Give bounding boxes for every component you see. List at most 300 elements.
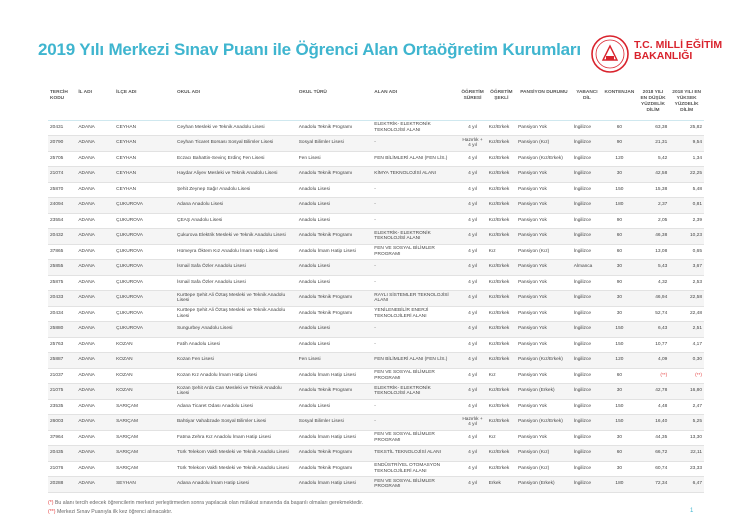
table-cell: 5,48 xyxy=(669,182,704,198)
table-cell: SARIÇAM xyxy=(114,430,175,446)
table-cell: Kız/Erkek xyxy=(487,167,516,183)
table-cell: 30 xyxy=(602,167,637,183)
table-cell: KOZAN xyxy=(114,353,175,369)
table-cell: 4 yıl xyxy=(458,477,486,493)
table-cell: ÇUKUROVA xyxy=(114,229,175,245)
table-cell: ADANA xyxy=(76,120,114,136)
table-cell: Kız xyxy=(487,244,516,260)
table-cell: KOZAN xyxy=(114,368,175,384)
table-cell: İngilizce xyxy=(572,213,602,229)
table-cell: 150 xyxy=(602,182,637,198)
table-cell: 2,51 xyxy=(669,322,704,338)
table-cell: FEN VE SOSYAL BİLİMLER PROGRAMI xyxy=(372,368,458,384)
table-cell: 25875 xyxy=(48,275,76,291)
table-cell: 10,23 xyxy=(669,229,704,245)
table-cell: Anadolu Teknik Programı xyxy=(297,167,373,183)
table-cell: Pansiyon (Kız) xyxy=(516,244,572,260)
table-cell: İngilizce xyxy=(572,275,602,291)
table-cell: Bahtiyar Vahabzade Sosyal Bilimler Lisesi xyxy=(175,415,297,431)
table-cell: İngilizce xyxy=(572,306,602,322)
table-cell: ÇUKUROVA xyxy=(114,306,175,322)
table-cell: SEYHAN xyxy=(114,477,175,493)
table-row xyxy=(48,415,704,431)
table-cell: 150 xyxy=(602,399,637,415)
table-cell: 2,47 xyxy=(669,399,704,415)
table-cell: Sosyal Bilimler Lisesi xyxy=(297,136,373,152)
table-row xyxy=(48,229,704,245)
table-cell: İngilizce xyxy=(572,415,602,431)
table-cell: Kız/Erkek xyxy=(487,399,516,415)
table-cell: RAYLI SİSTEMLER TEKNOLOJİSİ ALANI xyxy=(372,291,458,307)
table-cell: Kız/Erkek xyxy=(487,198,516,214)
table-row xyxy=(48,198,704,214)
table-cell: Ceyhan Mesleki ve Teknik Anadolu Lisesi xyxy=(175,120,297,136)
table-cell: 10,77 xyxy=(637,337,670,353)
table-cell: ELEKTRİK- ELEKTRONİK TEKNOLOJİSİ ALANI xyxy=(372,229,458,245)
table-cell: 150 xyxy=(602,415,637,431)
column-header: İLÇE ADI xyxy=(114,88,175,120)
table-cell: Pansiyon Yok xyxy=(516,368,572,384)
table-cell: Pansiyon (Kız) xyxy=(516,136,572,152)
table-cell: 21075 xyxy=(48,384,76,400)
table-cell: Kız/Erkek xyxy=(487,337,516,353)
table-cell: 4 yıl xyxy=(458,461,486,477)
table-cell: 4 yıl xyxy=(458,384,486,400)
table-cell: 44,35 xyxy=(637,430,670,446)
table-cell: Anadolu Lisesi xyxy=(297,182,373,198)
table-cell: 42,58 xyxy=(637,167,670,183)
table-cell: 30 xyxy=(602,306,637,322)
table-cell: Kız/Erkek xyxy=(487,120,516,136)
table-cell: 4 yıl xyxy=(458,306,486,322)
table-cell: Pansiyon Yok xyxy=(516,399,572,415)
table-cell: 6,43 xyxy=(637,322,670,338)
table-cell: ADANA xyxy=(76,260,114,276)
table-row xyxy=(48,368,704,384)
column-header: ÖĞRETİM ŞEKLİ xyxy=(487,88,516,120)
table-cell: 60 xyxy=(602,368,637,384)
table-cell: Anadolu Lisesi xyxy=(297,198,373,214)
table-cell: İngilizce xyxy=(572,477,602,493)
table-cell: - xyxy=(372,322,458,338)
table-cell: Anadolu Teknik Programı xyxy=(297,229,373,245)
table-cell: Anadolu Lisesi xyxy=(297,275,373,291)
table-cell: Pansiyon (Kız/Erkek) xyxy=(516,415,572,431)
table-cell: ADANA xyxy=(76,322,114,338)
column-header: OKUL TÜRÜ xyxy=(297,88,373,120)
table-cell: ÇUKUROVA xyxy=(114,291,175,307)
table-cell: 0,81 xyxy=(669,198,704,214)
table-body xyxy=(48,120,704,492)
table-cell: Kız/Erkek xyxy=(487,322,516,338)
table-cell: 25887 xyxy=(48,353,76,369)
page-title: 2019 Yılı Merkezi Sınav Puanı ile Öğrenci Alan Ortaöğretim Kurumları xyxy=(38,40,581,59)
table-cell: Pansiyon (Kız) xyxy=(516,446,572,462)
table-cell: 37865 xyxy=(48,244,76,260)
table-cell: Çukurova Elektrik Mesleki ve Teknik Anadolu Lisesi xyxy=(175,229,297,245)
table-cell: 90 xyxy=(602,136,637,152)
table-cell: Kız/Erkek xyxy=(487,415,516,431)
table-cell: ADANA xyxy=(76,368,114,384)
table-cell: 60,74 xyxy=(637,461,670,477)
table-row xyxy=(48,120,704,136)
table-cell: Adana Ticaret Odası Anadolu Lisesi xyxy=(175,399,297,415)
table-cell: 2,39 xyxy=(669,213,704,229)
table-row xyxy=(48,213,704,229)
table-cell: Anadolu Lisesi xyxy=(297,337,373,353)
table-cell: YENİLENEBİLİR ENERJİ TEKNOLOJİLERİ ALANI xyxy=(372,306,458,322)
table-cell: Hazırlık + 4 yıl xyxy=(458,136,486,152)
footnotes xyxy=(48,499,363,517)
table-cell: 4 yıl xyxy=(458,430,486,446)
table-cell: 4 yıl xyxy=(458,260,486,276)
table-cell: İngilizce xyxy=(572,291,602,307)
table-cell: 4 yıl xyxy=(458,167,486,183)
table-cell: 4 yıl xyxy=(458,198,486,214)
table-cell: 60 xyxy=(602,244,637,260)
table-cell: Pansiyon Yok xyxy=(516,322,572,338)
table-row xyxy=(48,291,704,307)
table-cell: ADANA xyxy=(76,306,114,322)
table-cell: 2,05 xyxy=(637,213,670,229)
table-cell: 4 yıl xyxy=(458,446,486,462)
table-cell: CEYHAN xyxy=(114,182,175,198)
table-row xyxy=(48,306,704,322)
table-cell: - xyxy=(372,136,458,152)
table-cell: 30 xyxy=(602,384,637,400)
table-cell: ADANA xyxy=(76,136,114,152)
table-cell: 1,34 xyxy=(669,151,704,167)
table-cell: Kız/Erkek xyxy=(487,291,516,307)
table-cell: 60 xyxy=(602,229,637,245)
table-cell: Anadolu Teknik Programı xyxy=(297,291,373,307)
table-cell: Anadolu İmam Hatip Lisesi xyxy=(297,368,373,384)
table-cell: 20435 xyxy=(48,446,76,462)
table-cell: ADANA xyxy=(76,446,114,462)
table-cell: - xyxy=(372,198,458,214)
table-cell: 120 xyxy=(602,353,637,369)
table-cell: - xyxy=(372,275,458,291)
table-cell: ADANA xyxy=(76,167,114,183)
table-cell: Pansiyon Yok xyxy=(516,120,572,136)
table-cell: 4,09 xyxy=(637,353,670,369)
table-cell: ADANA xyxy=(76,213,114,229)
column-header: OKUL ADI xyxy=(175,88,297,120)
table-row xyxy=(48,384,704,400)
column-header: ALAN ADI xyxy=(372,88,458,120)
table-cell: İngilizce xyxy=(572,353,602,369)
table-cell: 20431 xyxy=(48,120,76,136)
table-row xyxy=(48,337,704,353)
table-cell: 15,38 xyxy=(637,182,670,198)
table-cell: 25,82 xyxy=(669,120,704,136)
table-cell: Kız/Erkek xyxy=(487,306,516,322)
table-cell: İngilizce xyxy=(572,151,602,167)
table-cell: Pansiyon Yok xyxy=(516,306,572,322)
table-cell: Anadolu Teknik Programı xyxy=(297,461,373,477)
table-cell: ADANA xyxy=(76,415,114,431)
column-header: YABANCI DİL xyxy=(572,88,602,120)
table-cell: İngilizce xyxy=(572,446,602,462)
table-cell: Türk Telekom Vakfı Mesleki ve Teknik Anadolu Lisesi xyxy=(175,461,297,477)
table-cell: Kız/Erkek xyxy=(487,182,516,198)
table-cell: 26003 xyxy=(48,415,76,431)
table-cell: Kız/Erkek xyxy=(487,151,516,167)
table-cell: ENDÜSTRİYEL OTOMASYON TEKNOLOJİLERİ ALANI xyxy=(372,461,458,477)
table-cell: İngilizce xyxy=(572,368,602,384)
table-cell: 42,78 xyxy=(637,384,670,400)
table-cell: 4 yıl xyxy=(458,399,486,415)
table-cell: 30 xyxy=(602,291,637,307)
table-cell: Kozan Kız Anadolu İmam Hatip Lisesi xyxy=(175,368,297,384)
table-cell: CEYHAN xyxy=(114,167,175,183)
table-cell: 9,54 xyxy=(669,136,704,152)
table-cell: 16,40 xyxy=(637,415,670,431)
table-cell: CEYHAN xyxy=(114,136,175,152)
table-cell: 0,65 xyxy=(669,244,704,260)
table-cell: 20790 xyxy=(48,136,76,152)
table-cell: Anadolu Lisesi xyxy=(297,213,373,229)
table-cell: Sungurbey Anadolu Lisesi xyxy=(175,322,297,338)
table-cell: Sosyal Bilimler Lisesi xyxy=(297,415,373,431)
table-cell: 25880 xyxy=(48,322,76,338)
table-row xyxy=(48,260,704,276)
column-header: 2018 YILI EN YÜKSEK YÜZDELİK DİLİM xyxy=(669,88,704,120)
table-cell: 4 yıl xyxy=(458,322,486,338)
table-cell: ÇUKUROVA xyxy=(114,244,175,260)
table-cell: ADANA xyxy=(76,198,114,214)
table-cell: İngilizce xyxy=(572,136,602,152)
table-cell: ADANA xyxy=(76,244,114,260)
table-cell: 16,80 xyxy=(669,384,704,400)
table-cell: Anadolu İmam Hatip Lisesi xyxy=(297,430,373,446)
table-cell: İngilizce xyxy=(572,399,602,415)
table-row xyxy=(48,477,704,493)
table-cell: Haydar Aliyev Mesleki ve Teknik Anadolu Lisesi xyxy=(175,167,297,183)
table-cell: 46,38 xyxy=(637,229,670,245)
column-header: PANSİYON DURUMU xyxy=(516,88,572,120)
table-cell: - xyxy=(372,337,458,353)
table-cell: Hazırlık + 4 yıl xyxy=(458,415,486,431)
table-cell: 22,48 xyxy=(669,306,704,322)
table-row xyxy=(48,353,704,369)
table-cell: KOZAN xyxy=(114,337,175,353)
table-cell: TEKSTİL TEKNOLOJİSİ ALANI xyxy=(372,446,458,462)
table-cell: Kız/Erkek xyxy=(487,260,516,276)
table-cell: İngilizce xyxy=(572,167,602,183)
table-cell: 4 yıl xyxy=(458,337,486,353)
table-cell: 21076 xyxy=(48,461,76,477)
table-cell: Anadolu Teknik Programı xyxy=(297,384,373,400)
table-cell: ADANA xyxy=(76,337,114,353)
table-cell: 4 yıl xyxy=(458,368,486,384)
table-cell: Pansiyon Yok xyxy=(516,167,572,183)
table-cell: Türk Telekom Vakfı Mesleki ve Teknik Anadolu Lisesi xyxy=(175,446,297,462)
table-cell: ADANA xyxy=(76,384,114,400)
table-cell: Kız/Erkek xyxy=(487,353,516,369)
table-cell: Adana Anadolu İmam Hatip Lisesi xyxy=(175,477,297,493)
table-cell: Pansiyon Yok xyxy=(516,430,572,446)
table-cell: Eczacı Bahattin-Sevinç Erdinç Fen Lisesi xyxy=(175,151,297,167)
table-cell: 2,37 xyxy=(637,198,670,214)
table-cell: FEN BİLİMLERİ ALANI (FEN LİS.) xyxy=(372,353,458,369)
table-cell: Pansiyon Yok xyxy=(516,291,572,307)
table-cell: 20434 xyxy=(48,306,76,322)
table-cell: 21074 xyxy=(48,167,76,183)
table-cell: Fatma Zehra Kız Anadolu İmam Hatip Lisesi xyxy=(175,430,297,446)
table-cell: 90 xyxy=(602,213,637,229)
table-cell: Anadolu Lisesi xyxy=(297,399,373,415)
table-cell: İsmail Safa Özler Anadolu Lisesi xyxy=(175,260,297,276)
table-cell: Hümeyra Öktem Kız Anadolu İmam Hatip Lisesi xyxy=(175,244,297,260)
table-cell: ÇUKUROVA xyxy=(114,322,175,338)
table-row xyxy=(48,275,704,291)
table-cell: - xyxy=(372,399,458,415)
table-cell: 0,30 xyxy=(669,353,704,369)
table-cell: 4 yıl xyxy=(458,151,486,167)
table-cell: Kız/Erkek xyxy=(487,275,516,291)
table-cell: 21,31 xyxy=(637,136,670,152)
table-cell: 24094 xyxy=(48,198,76,214)
table-cell: 150 xyxy=(602,337,637,353)
table-cell: ÇUKUROVA xyxy=(114,260,175,276)
table-cell: - xyxy=(372,182,458,198)
table-cell: 20288 xyxy=(48,477,76,493)
table-cell: ADANA xyxy=(76,399,114,415)
table-cell: 66,72 xyxy=(637,446,670,462)
table-cell: SARIÇAM xyxy=(114,461,175,477)
table-cell: CEYHAN xyxy=(114,151,175,167)
table-cell: 21037 xyxy=(48,368,76,384)
table-cell: Kız/Erkek xyxy=(487,461,516,477)
table-cell: Fatih Anadolu Lisesi xyxy=(175,337,297,353)
table-cell: İngilizce xyxy=(572,229,602,245)
table-cell: FEN BİLİMLERİ ALANI (FEN LİS.) xyxy=(372,151,458,167)
table-cell: 180 xyxy=(602,477,637,493)
table-cell: 4,17 xyxy=(669,337,704,353)
table-cell: Kız/Erkek xyxy=(487,384,516,400)
table-cell: Şehit Zeynep Sağır Anadolu Lisesi xyxy=(175,182,297,198)
table-cell: 90 xyxy=(602,275,637,291)
table-cell: Kurttepe Şehit Ali Öztaş Mesleki ve Teknik Anadolu Lisesi xyxy=(175,291,297,307)
table-cell: İngilizce xyxy=(572,430,602,446)
table-cell: 25763 xyxy=(48,337,76,353)
table-cell: Pansiyon (Erkek) xyxy=(516,477,572,493)
table-cell: Pansiyon Yok xyxy=(516,275,572,291)
table-cell: ADANA xyxy=(76,275,114,291)
table-cell: Fen Lisesi xyxy=(297,353,373,369)
table-cell: Kız/Erkek xyxy=(487,136,516,152)
table-cell: 4,32 xyxy=(637,275,670,291)
table-cell: Ceyhan Ticaret Borsası Sosyal Bilimler Lisesi xyxy=(175,136,297,152)
table-cell: Pansiyon Yok xyxy=(516,182,572,198)
table-cell: 180 xyxy=(602,198,637,214)
table-cell: Kız/Erkek xyxy=(487,229,516,245)
table-cell: 20432 xyxy=(48,229,76,245)
table-cell: 23,33 xyxy=(669,461,704,477)
table-cell: ÇEAŞ Anadolu Lisesi xyxy=(175,213,297,229)
table-cell: İsmail Safa Özler Anadolu Lisesi xyxy=(175,275,297,291)
table-cell: Anadolu Teknik Programı xyxy=(297,306,373,322)
school-table xyxy=(48,88,704,493)
logo-text: T.C. MİLLİ EĞİTİM BAKANLIĞI xyxy=(634,39,723,62)
table-row xyxy=(48,244,704,260)
table-cell: Anadolu İmam Hatip Lisesi xyxy=(297,244,373,260)
table-cell: 25855 xyxy=(48,260,76,276)
table-row xyxy=(48,430,704,446)
table-cell: Fen Lisesi xyxy=(297,151,373,167)
table-cell: Kurttepe Şehit Ali Öztaş Mesleki ve Teknik Anadolu Lisesi xyxy=(175,306,297,322)
table-cell: ÇUKUROVA xyxy=(114,198,175,214)
table-cell: Pansiyon Yok xyxy=(516,229,572,245)
table-row xyxy=(48,461,704,477)
table-cell: Kozan Fen Lisesi xyxy=(175,353,297,369)
table-row xyxy=(48,136,704,152)
table-row xyxy=(48,322,704,338)
table-cell: ADANA xyxy=(76,291,114,307)
table-cell: İngilizce xyxy=(572,322,602,338)
table-cell: SARIÇAM xyxy=(114,415,175,431)
table-cell: 23535 xyxy=(48,399,76,415)
table-cell: KİMYA TEKNOLOJİSİ ALANI xyxy=(372,167,458,183)
table-cell: 4 yıl xyxy=(458,244,486,260)
footnote: (*) Bu alanı tercih edecek öğrencilerin merkezi yerleştirmeden sonra yapılacak olan mülakat sınavında da başarılı olmaları gerekmektedir. xyxy=(48,500,364,506)
table-cell: İngilizce xyxy=(572,461,602,477)
table-cell: (**) xyxy=(669,368,704,384)
table-cell: 4 yıl xyxy=(458,291,486,307)
page-number: 1 xyxy=(690,508,694,514)
table-cell: 22,11 xyxy=(669,446,704,462)
table-cell: SARIÇAM xyxy=(114,399,175,415)
column-header: TERCİH KODU xyxy=(48,88,76,120)
table-cell: ELEKTRİK- ELEKTRONİK TEKNOLOJİSİ ALANI xyxy=(372,120,458,136)
table-cell: KOZAN xyxy=(114,384,175,400)
table-cell: 60 xyxy=(602,446,637,462)
table-cell: 13,08 xyxy=(637,244,670,260)
table-cell: Adana Anadolu Lisesi xyxy=(175,198,297,214)
table-cell: Pansiyon (Kız) xyxy=(516,461,572,477)
footnote: (**) Merkezi Sınav Puanıyla ilk kez öğrenci alınacaktır. xyxy=(48,509,173,515)
table-cell: ADANA xyxy=(76,229,114,245)
table-cell: 6,47 xyxy=(669,477,704,493)
table-cell: 3,67 xyxy=(669,260,704,276)
table-cell: 4 yıl xyxy=(458,229,486,245)
table-cell: 20433 xyxy=(48,291,76,307)
table-cell: 25705 xyxy=(48,151,76,167)
table-cell: ADANA xyxy=(76,430,114,446)
table-cell: 46,94 xyxy=(637,291,670,307)
table-cell: Pansiyon Yok xyxy=(516,198,572,214)
table-cell: Pansiyon (Kız/Erkek) xyxy=(516,151,572,167)
table-cell: FEN VE SOSYAL BİLİMLER PROGRAMI xyxy=(372,244,458,260)
table-cell: 4 yıl xyxy=(458,353,486,369)
table-cell: 5,43 xyxy=(637,260,670,276)
table-row xyxy=(48,399,704,415)
table-cell: (**) xyxy=(637,368,670,384)
table-cell: - xyxy=(372,213,458,229)
table-cell: 30 xyxy=(602,430,637,446)
table-cell: SARIÇAM xyxy=(114,446,175,462)
table-cell: ADANA xyxy=(76,182,114,198)
table-cell: İngilizce xyxy=(572,337,602,353)
table-cell: ELEKTRİK- ELEKTRONİK TEKNOLOJİSİ ALANI xyxy=(372,384,458,400)
table-cell: İngilizce xyxy=(572,198,602,214)
table-cell: 63,38 xyxy=(637,120,670,136)
table-cell: 120 xyxy=(602,151,637,167)
table-cell: ADANA xyxy=(76,477,114,493)
table-cell: 4 yıl xyxy=(458,213,486,229)
table-cell: 13,30 xyxy=(669,430,704,446)
